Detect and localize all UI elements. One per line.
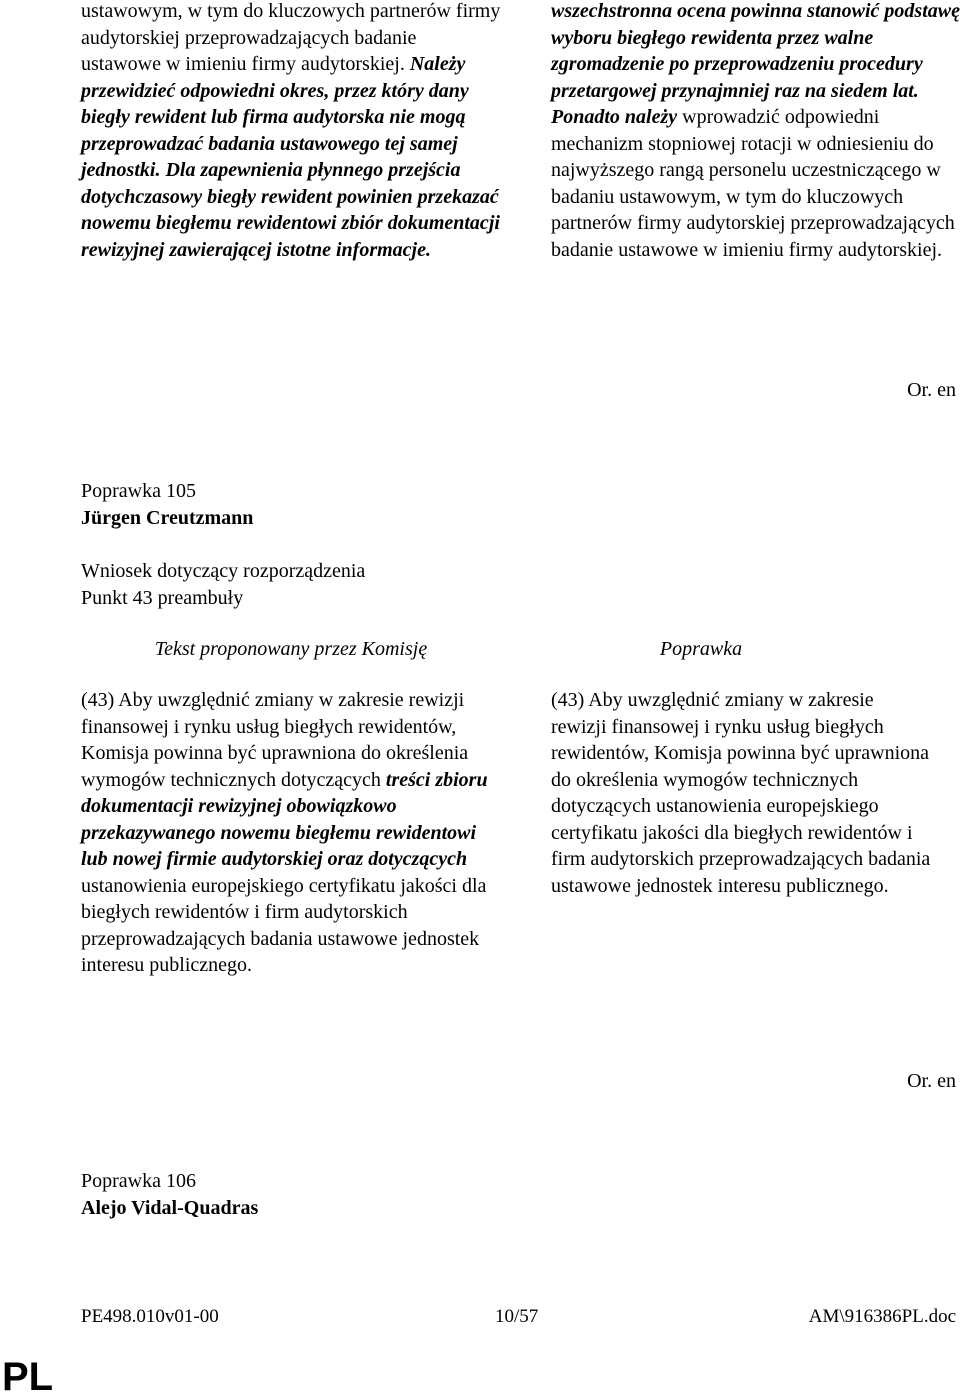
amendment-105-header	[81, 478, 253, 531]
top-right-paragraph	[551, 0, 960, 263]
original-language-note-2: Or. en	[907, 1070, 956, 1092]
column-heading-commission: Tekst proponowany przez Komisję	[154, 638, 428, 660]
top-right-plain-text: wprowadzić odpowiedni mechanizm stopniowej rotacji w odniesieniu do najwyższego rangą personelu uczestniczącego w badaniu ustawowym, w tym do kluczowych partnerów firmy audytorskiej przeprowadzających badanie ustawowe w imieniu firmy audytorskiej.	[551, 106, 955, 261]
commission-text-part-2: ustanowienia europejskiego certyfikatu jakości dla biegłych rewidentów i firm audytorskich przeprowadzających badania ustawowe jednostek interesu publicznego.	[81, 874, 487, 976]
footer-page-number: 10/57	[495, 1306, 539, 1327]
top-right-bold-text: wszechstronna ocena powinna stanowić podstawę wyboru biegłego rewidenta przez walne zgromadzenie po przeprowadzeniu procedury przetargowej przynajmniej raz na siedem lat. Ponadto należy	[551, 0, 960, 128]
footer-doc-ref: PE498.010v01-00	[81, 1306, 219, 1327]
top-left-paragraph	[81, 0, 501, 263]
commission-text	[81, 687, 491, 979]
amendment-number: Poprawka 105	[81, 480, 196, 502]
amendment-author-106: Alejo Vidal-Quadras	[81, 1196, 259, 1219]
top-left-bold-text: Należy przewidzieć odpowiedni okres, przez który dany biegły rewident lub firma audytorska nie mogą przeprowadzać badania ustawowego tej samej jednostki. Dla zapewnienia płynnego przejścia dotychczasowy biegły rewident powinien przekazać nowemu biegłemu rewidentowi zbiór dokumentacji rewizyjnej zawierającej istotne informacje.	[81, 53, 500, 261]
commission-text-part-1: (43) Aby uwzględnić zmiany w zakresie rewizji finansowej i rynku usług biegłych rewidentów, Komisja powinna być uprawniona do określenia wymogów technicznych dotyczących	[81, 689, 469, 791]
footer-file-name: AM\916386PL.doc	[808, 1306, 956, 1327]
amendment-105-reference	[81, 558, 365, 611]
footer-language-code: PL	[2, 1355, 54, 1399]
amendment-author: Jürgen Creutzmann	[81, 506, 254, 529]
amendment-106-header	[81, 1168, 258, 1221]
column-heading-amendment: Poprawka	[659, 638, 743, 660]
commission-text-deleted: treści zbioru dokumentacji rewizyjnej obowiązkowo przekazywanego nowemu biegłemu rewidentowi lub nowej firmie audytorskiej oraz dotyczących	[81, 768, 488, 870]
recital-point: Punkt 43 preambuły	[81, 586, 244, 609]
proposal-title: Wniosek dotyczący rozporządzenia	[81, 560, 366, 582]
amendment-number-106: Poprawka 106	[81, 1170, 196, 1192]
top-left-plain-text: ustawowym, w tym do kluczowych partnerów firmy audytorskiej przeprowadzających badanie ustawowe w imieniu firmy audytorskiej.	[81, 0, 501, 75]
amendment-text: (43) Aby uwzględnić zmiany w zakresie rewizji finansowej i rynku usług biegłych rewidentów, Komisja powinna być uprawniona do określenia wymogów technicznych dotyczących ustanowienia europejskiego certyfikatu jakości dla biegłych rewidentów i firm audytorskich przeprowadzających badania ustawowe jednostek interesu publicznego.	[551, 689, 931, 897]
original-language-note: Or. en	[907, 379, 956, 401]
